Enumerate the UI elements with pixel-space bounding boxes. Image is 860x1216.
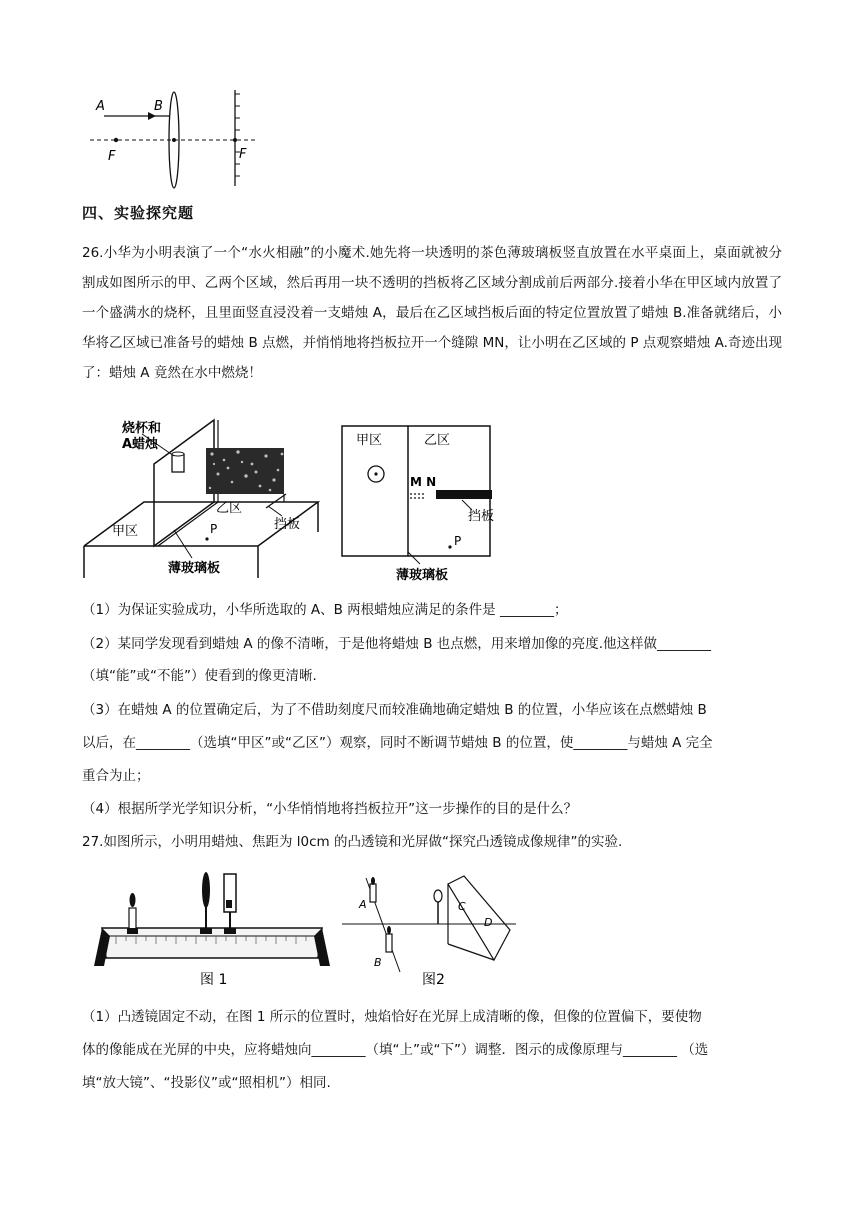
label-glass-3d: 薄玻璃板 <box>168 561 221 576</box>
label-p-3d: P <box>210 522 218 536</box>
q26-stem: 26.小华为小明表演了一个“水火相融”的小魔术.她先将一块透明的茶色薄玻璃板竖直放置在水平桌面上，桌面就被分割成如图所示的甲、乙两个区域，然后再用一块不透明的挡板将乙区域分割成前后两部分.接着小华在甲区域内放置了一个盛满水的烧杯，且里面竖直浸没着一支蜡烛 A，最后在乙区域挡板后面的特定位置放置了蜡烛 B.准备就绪后，小华将乙区域已准备号的蜡烛 B 点燃，并悄悄地将挡板拉开一个缝隙 MN，让小明在乙区域的 P 点观察蜡烛 A.奇迹出现了：蜡烛 A 竟然在水中燃烧！ <box>82 245 782 381</box>
label-jia-3d: 甲区 <box>112 524 139 539</box>
q27-stem: 27.如图所示，小明用蜡烛、焦距为 l0cm 的凸透镜和光屏做“探究凸透镜成像规律”的实验. <box>82 834 623 850</box>
lens-ray-diagram <box>88 86 263 191</box>
q26-sub1: （1）为保证实验成功，小华所选取的 A、B 两根蜡烛应满足的条件是 ________； <box>82 602 568 618</box>
q26-sub4: （4）根据所学光学知识分析，“小华悄悄地将挡板拉开”这一步操作的目的是什么？ <box>82 801 578 817</box>
q27-figure-1 <box>92 866 332 991</box>
q26-sub2-line1: （2）某同学发现看到蜡烛 A 的像不清晰，于是他将蜡烛 B 也点燃，用来增加像的亮度.他这样做________ <box>82 636 712 652</box>
label-glass-top: 薄玻璃板 <box>396 568 449 583</box>
q26-sub3-line1: （3）在蜡烛 A 的位置确定后，为了不借助刻度尺而较准确地确定蜡烛 B 的位置，小华应该在点燃蜡烛 B <box>82 702 707 718</box>
label-beaker-2: A蜡烛 <box>122 437 159 452</box>
fig2-label-a: A <box>359 898 367 911</box>
q27-sub1-line1: （1）凸透镜固定不动，在图 1 所示的位置时，烛焰恰好在光屏上成清晰的像，但像的位置偏下，要使物 <box>82 1009 702 1025</box>
label-mn-top: M N <box>410 475 437 489</box>
label-jia-top: 甲区 <box>356 433 383 448</box>
fig2-label-d: D <box>484 916 493 929</box>
q26-figure-3d <box>82 412 327 582</box>
fig2-label-b: B <box>374 956 382 969</box>
label-b: B <box>154 99 163 114</box>
label-a: A <box>96 99 105 114</box>
q26-sub2-line2: （填“能”或“不能”）使看到的像更清晰. <box>82 668 317 684</box>
fig1-caption: 图 1 <box>200 972 228 988</box>
fig2-label-c: C <box>458 900 466 913</box>
q27-sub1-line2: 体的像能成在光屏的中央，应将蜡烛向________（填“上”或“下”）调整．图示的成像原理与________ （选 <box>82 1042 709 1058</box>
label-beaker-1: 烧杯和 <box>122 421 162 436</box>
q26-figure-topview <box>340 424 515 584</box>
q26-sub3-line3: 重合为止； <box>82 768 150 784</box>
q27-sub1-line3: 填“放大镜”、“投影仪”或“照相机”）相同. <box>82 1075 331 1091</box>
section-title: 四、实验探究题 <box>82 204 195 222</box>
q26-sub3-line2: 以后，在________（选填“甲区”或“乙区”）观察，同时不断调节蜡烛 B 的位置，使________与蜡烛 A 完全 <box>82 735 713 751</box>
label-p-top: P <box>454 534 462 548</box>
fig2-caption: 图2 <box>422 972 445 988</box>
label-yi-3d: 乙区 <box>216 501 243 516</box>
label-yi-top: 乙区 <box>424 433 451 448</box>
label-f-left: F <box>108 149 116 164</box>
label-board-top: 挡板 <box>468 509 495 524</box>
label-board-3d: 挡板 <box>274 517 301 532</box>
q27-figure-2 <box>340 870 540 990</box>
label-f-right: F <box>239 147 247 162</box>
